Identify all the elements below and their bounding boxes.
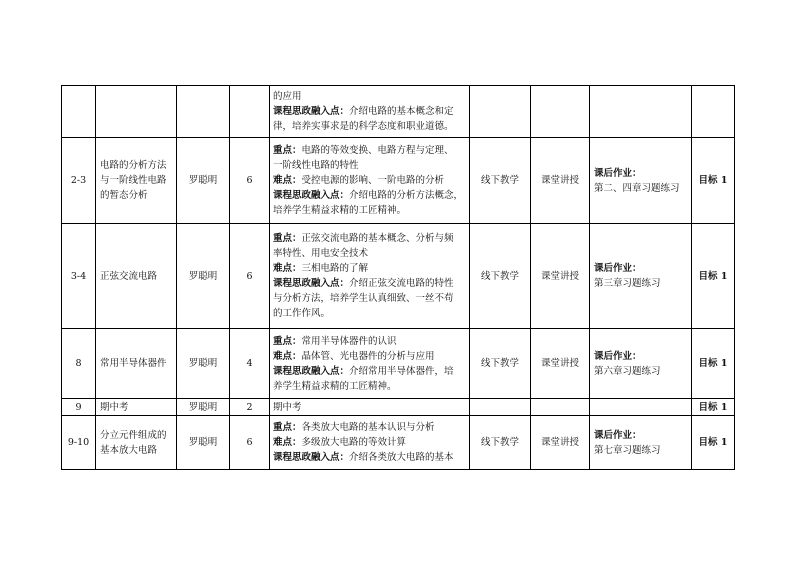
content-label: 课程思政融入点： — [273, 190, 350, 201]
homework-cell — [590, 416, 692, 470]
content-line — [273, 400, 466, 415]
mode-cell: 线下教学 — [470, 224, 531, 329]
hours-cell: 6 — [230, 224, 270, 329]
topic-cell — [96, 329, 177, 399]
content-text: 晶体管、光电器件的分析与应用 — [301, 350, 435, 362]
content-line — [273, 119, 466, 134]
content-line — [273, 450, 466, 465]
topic-line: 分立元件组成的 — [100, 429, 167, 441]
goal-cell: 目标 1 — [692, 399, 735, 416]
week-cell: 9-10 — [62, 416, 96, 470]
topic-line: 正弦交流电路 — [100, 270, 158, 282]
content-line — [273, 435, 466, 450]
schedule-body — [62, 86, 735, 470]
topic-line: 期中考 — [100, 401, 129, 413]
content-label: 难点： — [273, 263, 302, 274]
topic-cell — [96, 224, 177, 329]
content-line — [273, 203, 466, 218]
homework-text: 第三章习题练习 — [594, 278, 661, 289]
homework-label: 课后作业： — [594, 167, 642, 179]
content-text: 介绍电路的分析方法概念， — [349, 190, 464, 201]
hours-cell: 2 — [230, 399, 270, 416]
mode-cell: 线下教学 — [470, 329, 531, 399]
content-line — [273, 291, 466, 306]
mode-cell: 线下教学 — [470, 138, 531, 224]
homework-text: 第六章习题练习 — [594, 365, 661, 377]
table-row — [62, 86, 735, 138]
hours-cell: 4 — [230, 329, 270, 399]
week-cell: 3-4 — [62, 224, 96, 329]
schedule-table — [61, 85, 735, 470]
method-cell: 课堂讲授 — [531, 416, 590, 470]
content-text: 的应用 — [273, 91, 302, 102]
content-line — [273, 420, 466, 435]
content-line — [273, 306, 466, 321]
hours-cell: 6 — [230, 416, 270, 470]
content-text: 一阶线性电路的特性 — [273, 160, 359, 171]
mode-cell — [470, 86, 531, 138]
content-line — [273, 173, 466, 188]
teacher-cell: 罗聪明 — [177, 329, 230, 399]
content-cell — [270, 224, 470, 329]
content-label: 重点： — [273, 422, 302, 433]
table-row — [62, 329, 735, 399]
homework-label: 课后作业： — [594, 429, 642, 441]
table-row — [62, 138, 735, 224]
content-text: 律，培养实事求是的科学态度和职业道德。 — [273, 121, 454, 132]
content-line — [273, 158, 466, 173]
content-text: 常用半导体器件的认识 — [301, 335, 397, 347]
content-text: 介绍正弦交流电路的特性 — [349, 278, 454, 289]
content-line — [273, 246, 466, 261]
content-line — [273, 188, 466, 203]
content-line — [273, 276, 466, 291]
content-text: 率特性、用电安全技术 — [273, 248, 369, 259]
content-line — [273, 231, 466, 246]
content-line — [273, 334, 466, 349]
content-text: 期中考 — [273, 401, 302, 413]
content-label: 难点： — [273, 175, 302, 186]
goal-cell: 目标 1 — [692, 224, 735, 329]
method-cell — [531, 86, 590, 138]
content-text: 介绍各类放大电路的基本 — [349, 452, 454, 463]
content-line — [273, 364, 466, 379]
content-cell — [270, 86, 470, 138]
content-line — [273, 104, 466, 119]
content-text: 养学生精益求精的工匠精神。 — [273, 380, 397, 392]
content-line — [273, 143, 466, 158]
hours-cell: 6 — [230, 138, 270, 224]
mode-cell: 线下教学 — [470, 416, 531, 470]
method-cell — [531, 399, 590, 416]
content-cell — [270, 416, 470, 470]
content-label: 重点： — [273, 335, 302, 347]
content-text: 介绍电路的基本概念和定 — [349, 106, 454, 117]
content-cell — [270, 399, 470, 416]
topic-cell — [96, 416, 177, 470]
content-text: 介绍常用半导体器件，培 — [349, 365, 454, 377]
content-text: 正弦交流电路的基本概念、分析与频 — [301, 233, 454, 244]
teacher-cell: 罗聪明 — [177, 138, 230, 224]
content-text: 受控电源的影响、一阶电路的分析 — [301, 175, 445, 186]
content-cell — [270, 138, 470, 224]
content-label: 难点： — [273, 350, 302, 362]
topic-line: 基本放大电路 — [100, 444, 158, 456]
goal-cell: 目标 1 — [692, 138, 735, 224]
homework-cell — [590, 86, 692, 138]
content-text: 与分析方法，培养学生认真细致、一丝不苟 — [273, 293, 454, 304]
topic-line: 常用半导体器件 — [100, 358, 167, 369]
content-text: 培养学生精益求精的工匠精神。 — [273, 205, 407, 216]
topic-cell — [96, 86, 177, 138]
hours-cell — [230, 86, 270, 138]
topic-line: 的暂态分析 — [100, 190, 148, 201]
content-label: 课程思政融入点： — [273, 106, 350, 117]
content-text: 的工作作风。 — [273, 308, 331, 319]
content-line — [273, 261, 466, 276]
content-label: 课程思政融入点： — [273, 365, 350, 377]
homework-label: 课后作业： — [594, 350, 642, 362]
content-label: 难点： — [273, 437, 302, 448]
homework-text: 第二、四章习题练习 — [594, 182, 680, 194]
content-line — [273, 349, 466, 364]
teacher-cell: 罗聪明 — [177, 416, 230, 470]
table-row — [62, 224, 735, 329]
teacher-cell: 罗聪明 — [177, 399, 230, 416]
homework-cell — [590, 329, 692, 399]
homework-cell — [590, 399, 692, 416]
content-label: 重点： — [273, 233, 302, 244]
goal-cell: 目标 1 — [692, 416, 735, 470]
topic-cell — [96, 138, 177, 224]
content-text: 电路的等效变换、电路方程与定理、 — [301, 145, 454, 156]
table-row — [62, 399, 735, 416]
teacher-cell: 罗聪明 — [177, 224, 230, 329]
goal-cell: 目标 1 — [692, 329, 735, 399]
content-line — [273, 89, 466, 104]
week-cell: 2-3 — [62, 138, 96, 224]
topic-cell — [96, 399, 177, 416]
homework-text: 第七章习题练习 — [594, 444, 661, 456]
table-row — [62, 416, 735, 470]
week-cell: 8 — [62, 329, 96, 399]
teacher-cell — [177, 86, 230, 138]
week-cell — [62, 86, 96, 138]
content-label: 课程思政融入点： — [273, 452, 350, 463]
content-text: 三相电路的了解 — [301, 263, 369, 274]
homework-cell — [590, 224, 692, 329]
method-cell: 课堂讲授 — [531, 224, 590, 329]
mode-cell — [470, 399, 531, 416]
topic-line: 与一阶线性电路 — [100, 175, 167, 186]
content-label: 重点： — [273, 145, 302, 156]
content-cell — [270, 329, 470, 399]
content-line — [273, 379, 466, 394]
week-cell: 9 — [62, 399, 96, 416]
method-cell: 课堂讲授 — [531, 329, 590, 399]
topic-line: 电路的分析方法 — [100, 160, 167, 171]
content-text: 各类放大电路的基本认识与分析 — [301, 422, 435, 433]
homework-cell — [590, 138, 692, 224]
homework-label: 课后作业： — [594, 263, 642, 274]
goal-cell — [692, 86, 735, 138]
method-cell: 课堂讲授 — [531, 138, 590, 224]
content-label: 课程思政融入点： — [273, 278, 350, 289]
content-text: 多级放大电路的等效计算 — [301, 437, 407, 448]
